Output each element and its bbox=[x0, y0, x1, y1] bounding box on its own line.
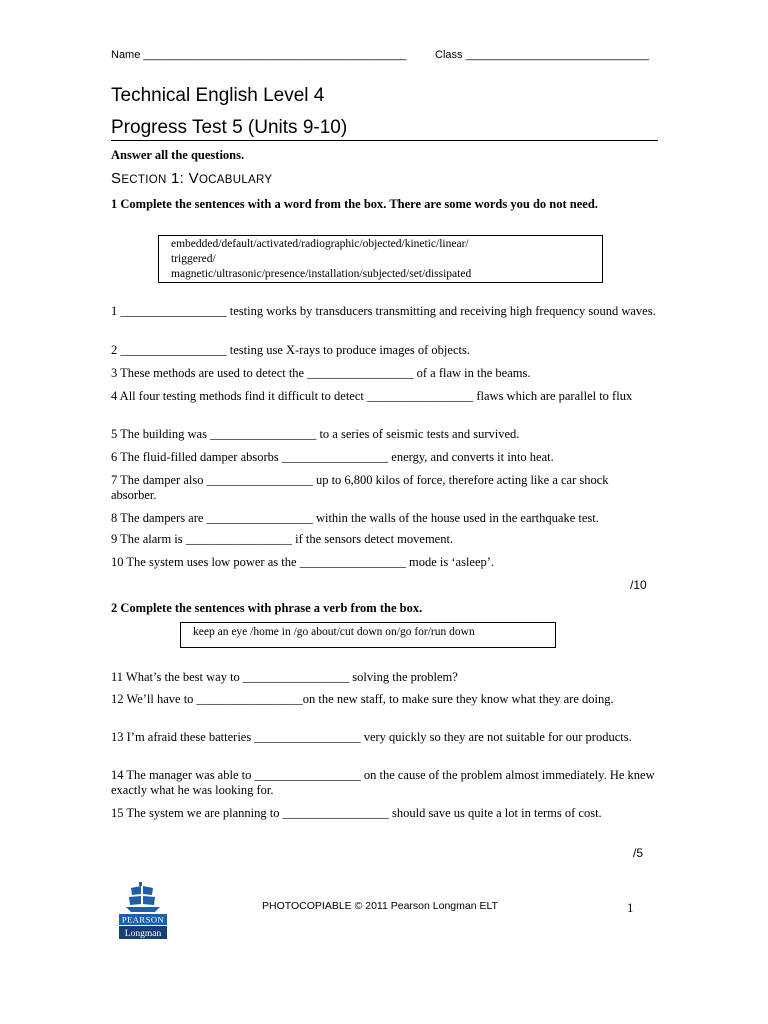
doc-title: Technical English Level 4 bbox=[111, 85, 325, 106]
question-10: 10 The system uses low power as the _________________ mode is ‘asleep’. bbox=[111, 555, 495, 569]
question-2: 2 _________________ testing use X-rays to produce images of objects. bbox=[111, 343, 470, 357]
title-divider bbox=[111, 140, 658, 141]
question-5: 5 The building was _________________ to a series of seismic tests and survived. bbox=[111, 427, 520, 441]
copyright-notice: PHOTOCOPIABLE © 2011 Pearson Longman ELT bbox=[262, 900, 498, 912]
task1-instruction: 1 Complete the sentences with a word from the box. There are some words you do not need. bbox=[111, 197, 598, 211]
pearson-longman-logo bbox=[117, 880, 169, 940]
word-box-line: magnetic/ultrasonic/presence/installation/subjected/set/dissipated bbox=[171, 268, 472, 280]
question-4: 4 All four testing methods find it difficult to detect _________________ flaws which are parallel to flux bbox=[111, 389, 633, 403]
name-label: Name bbox=[111, 49, 141, 61]
question-13: 13 I’m afraid these batteries _________________ very quickly so they are not suitable for our products. bbox=[111, 730, 632, 744]
section-number: 1: bbox=[171, 170, 185, 187]
task2-instruction: 2 Complete the sentences with phrase a verb from the box. bbox=[111, 601, 423, 615]
task2-score: /5 bbox=[633, 846, 644, 860]
class-blank: ______________________________ bbox=[465, 49, 650, 61]
class-field bbox=[435, 49, 649, 61]
question-14: 14 The manager was able to _________________ on the cause of the problem almost immediately. He knew exactly what he was looking for. bbox=[111, 768, 655, 797]
section-label-rest: ECTION bbox=[121, 174, 167, 186]
question-1: 1 _________________ testing works by transducers transmitting and receiving high frequency sound waves. bbox=[111, 304, 656, 318]
section-name-rest: OCABULARY bbox=[198, 174, 273, 186]
question-15: 15 The system we are planning to _________________ should save us quite a lot in terms of cost. bbox=[111, 806, 602, 820]
logo-top-text: PEARSON bbox=[121, 914, 165, 925]
word-box bbox=[158, 235, 603, 283]
phrasal-verb-box: keep an eye /home in /go about/cut down on/go for/run down bbox=[180, 622, 556, 648]
question-6: 6 The fluid-filled damper absorbs _________________ energy, and converts it into heat. bbox=[111, 450, 554, 464]
logo-bottom-text: Longman bbox=[124, 929, 162, 939]
task1-score: /10 bbox=[630, 578, 647, 592]
question-3: 3 These methods are used to detect the _________________ of a flaw in the beams. bbox=[111, 366, 531, 380]
doc-subtitle: Progress Test 5 (Units 9-10) bbox=[111, 117, 348, 138]
question-8: 8 The dampers are _________________ within the walls of the house used in the earthquake test. bbox=[111, 511, 599, 525]
word-box-line: triggered/ bbox=[171, 253, 216, 265]
section-heading bbox=[111, 170, 272, 187]
name-blank: ___________________________________________ bbox=[143, 49, 407, 61]
section-name-initial: V bbox=[188, 170, 199, 187]
word-box-line: embedded/default/activated/radiographic/objected/kinetic/linear/ bbox=[171, 238, 469, 250]
name-field bbox=[111, 49, 406, 61]
question-12: 12 We’ll have to _________________on the new staff, to make sure they know what they are doing. bbox=[111, 692, 614, 706]
page-number: 1 bbox=[627, 900, 634, 915]
section-label-initial: S bbox=[111, 170, 122, 187]
class-label: Class bbox=[435, 49, 463, 61]
question-11: 11 What’s the best way to _________________ solving the problem? bbox=[111, 670, 458, 684]
general-instructions: Answer all the questions. bbox=[111, 148, 245, 162]
question-7: 7 The damper also _________________ up to 6,800 kilos of force, therefore acting like a car shock absorber. bbox=[111, 473, 609, 502]
ship-icon bbox=[117, 880, 169, 940]
question-9: 9 The alarm is _________________ if the sensors detect movement. bbox=[111, 532, 454, 546]
